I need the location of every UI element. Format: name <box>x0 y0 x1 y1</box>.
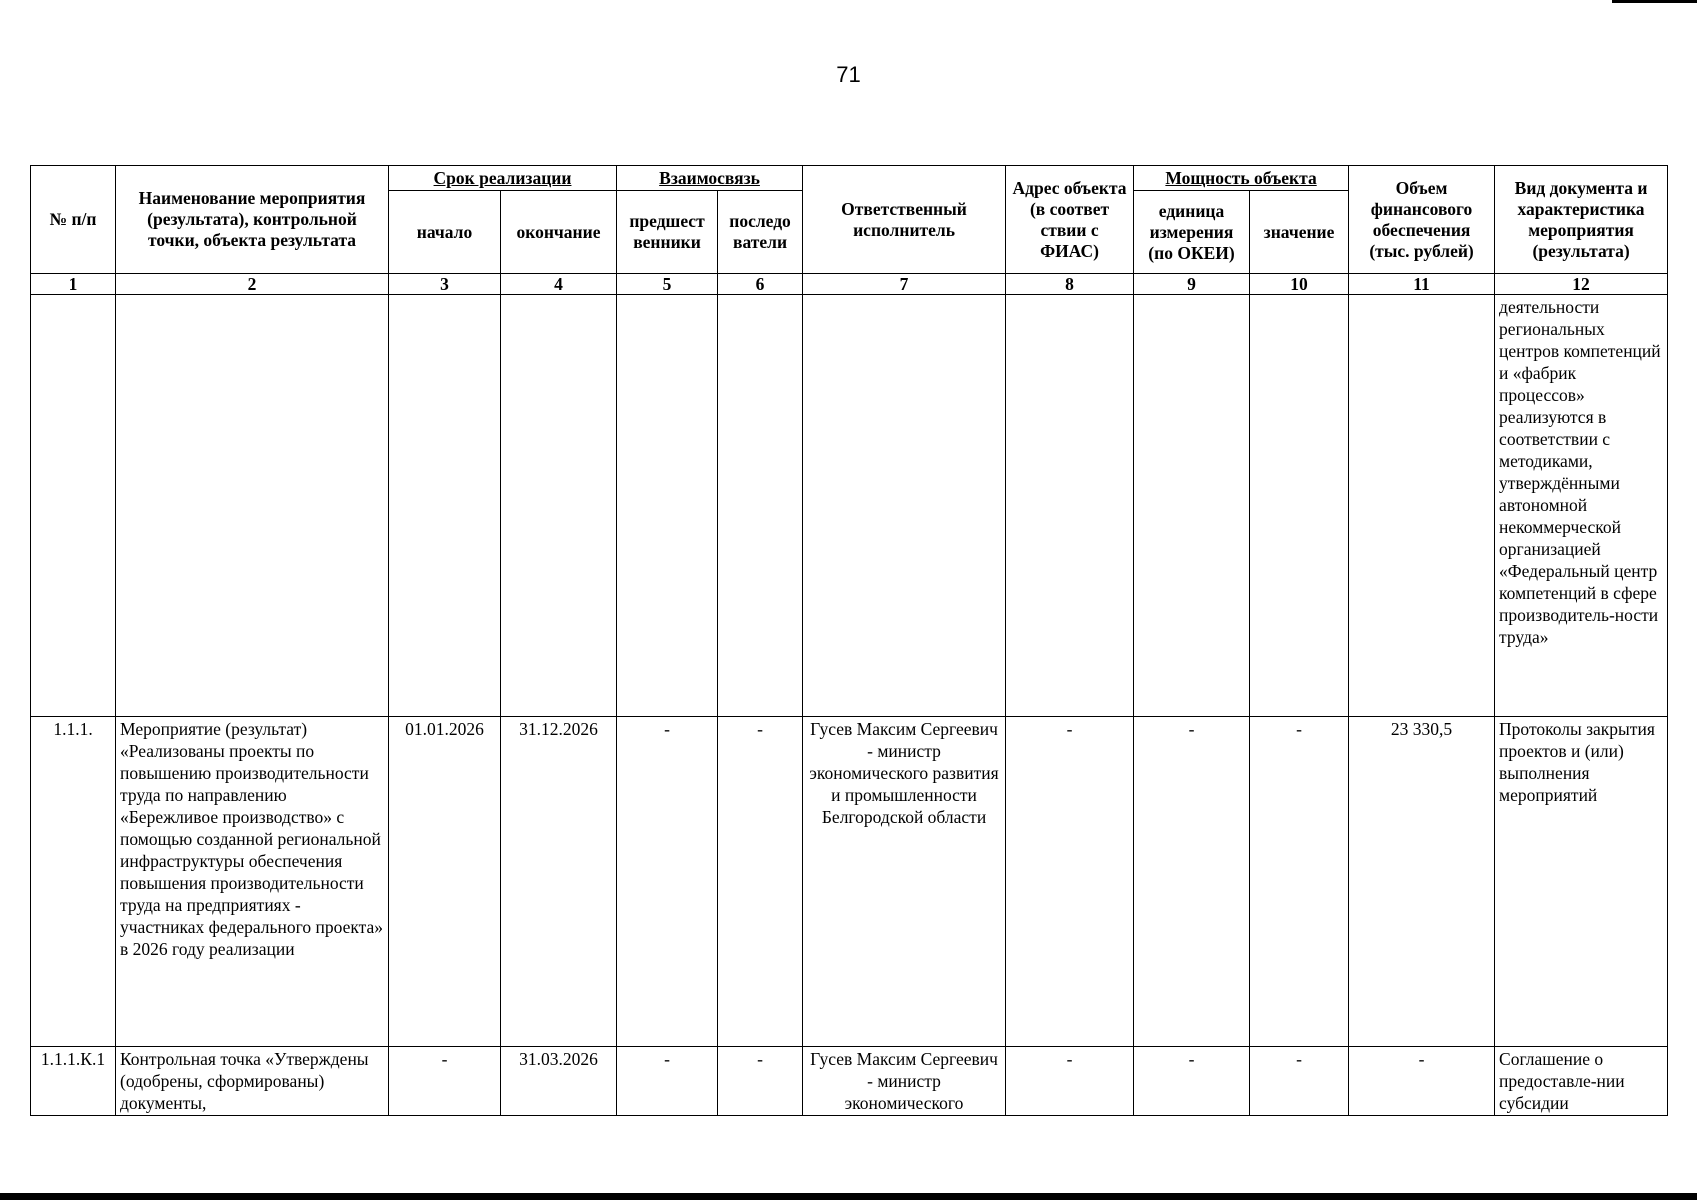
col-number: 6 <box>718 274 803 295</box>
col-number: 1 <box>31 274 116 295</box>
cell-end <box>501 295 617 717</box>
col-number: 11 <box>1349 274 1495 295</box>
cell-name: Контрольная точка «Утверждены (одобрены, сформированы) документы, <box>116 1047 389 1116</box>
header-link: Взаимосвязь <box>617 166 803 191</box>
col-number: 7 <box>803 274 1006 295</box>
cell-value: - <box>1250 717 1349 1047</box>
header-unit: единица измерения (по ОКЕИ) <box>1134 191 1250 274</box>
col-number: 8 <box>1006 274 1134 295</box>
header-n: № п/п <box>31 166 116 274</box>
cell-fin: 23 330,5 <box>1349 717 1495 1047</box>
cell-resp: Гусев Максим Сергеевич - министр экономического развития и промышленности Белгородской области <box>803 717 1006 1047</box>
header-fin: Объем финансового обеспечения (тыс. рублей) <box>1349 166 1495 274</box>
header-power: Мощность объекта <box>1134 166 1349 191</box>
col-number: 3 <box>389 274 501 295</box>
cell-resp: Гусев Максим Сергеевич - министр экономического <box>803 1047 1006 1116</box>
cell-succ: - <box>718 1047 803 1116</box>
cell-n <box>31 295 116 717</box>
header-start: начало <box>389 191 501 274</box>
col-number: 10 <box>1250 274 1349 295</box>
cell-doc: Протоколы закрытия проектов и (или) выполнения мероприятий <box>1495 717 1668 1047</box>
cell-doc: Соглашение о предоставле-нии субсидии <box>1495 1047 1668 1116</box>
col-number: 5 <box>617 274 718 295</box>
cell-pred: - <box>617 717 718 1047</box>
cell-value <box>1250 295 1349 717</box>
plan-table <box>30 165 1668 1116</box>
cell-fin: - <box>1349 1047 1495 1116</box>
table-row <box>31 295 1668 717</box>
cell-n: 1.1.1.К.1 <box>31 1047 116 1116</box>
col-number: 9 <box>1134 274 1250 295</box>
header-end: окончание <box>501 191 617 274</box>
page-number: 71 <box>836 62 861 87</box>
top-rule <box>1612 0 1697 3</box>
cell-succ: - <box>718 717 803 1047</box>
cell-fin <box>1349 295 1495 717</box>
cell-unit: - <box>1134 717 1250 1047</box>
cell-unit: - <box>1134 1047 1250 1116</box>
col-number: 4 <box>501 274 617 295</box>
cell-succ <box>718 295 803 717</box>
cell-start: 01.01.2026 <box>389 717 501 1047</box>
header-doc: Вид документа и характеристика мероприятия (результата) <box>1495 166 1668 274</box>
header-succ: последо ватели <box>718 191 803 274</box>
cell-end: 31.12.2026 <box>501 717 617 1047</box>
cell-doc: деятельности региональных центров компетенций и «фабрик процессов» реализуются в соответствии с методиками, утверждёнными автономной некоммерческой организацией «Федеральный центр компетенций в сфере производитель-ности труда» <box>1495 295 1668 717</box>
cell-n: 1.1.1. <box>31 717 116 1047</box>
cell-start <box>389 295 501 717</box>
bottom-rule <box>0 1193 1697 1200</box>
header-resp: Ответственный исполнитель <box>803 166 1006 274</box>
cell-end: 31.03.2026 <box>501 1047 617 1116</box>
col-number: 2 <box>116 274 389 295</box>
header-pred: предшест венники <box>617 191 718 274</box>
cell-unit <box>1134 295 1250 717</box>
cell-pred: - <box>617 1047 718 1116</box>
cell-name <box>116 295 389 717</box>
cell-addr <box>1006 295 1134 717</box>
cell-addr: - <box>1006 717 1134 1047</box>
header-name: Наименование мероприятия (результата), контрольной точки, объекта результата <box>116 166 389 274</box>
cell-pred <box>617 295 718 717</box>
table-row <box>31 1047 1668 1116</box>
header-term: Срок реализации <box>389 166 617 191</box>
cell-addr: - <box>1006 1047 1134 1116</box>
cell-name: Мероприятие (результат) «Реализованы проекты по повышению производительности труда по направлению «Бережливое производство» с помощью созданной региональной инфраструктуры обеспечения повышения производительности труда на предприятиях - участниках федерального проекта» в 2026 году реализации <box>116 717 389 1047</box>
table-row <box>31 717 1668 1047</box>
cell-value: - <box>1250 1047 1349 1116</box>
col-number: 12 <box>1495 274 1668 295</box>
cell-start: - <box>389 1047 501 1116</box>
header-value: значение <box>1250 191 1349 274</box>
header-addr: Адрес объекта (в соответ ствии с ФИАС) <box>1006 166 1134 274</box>
cell-resp <box>803 295 1006 717</box>
